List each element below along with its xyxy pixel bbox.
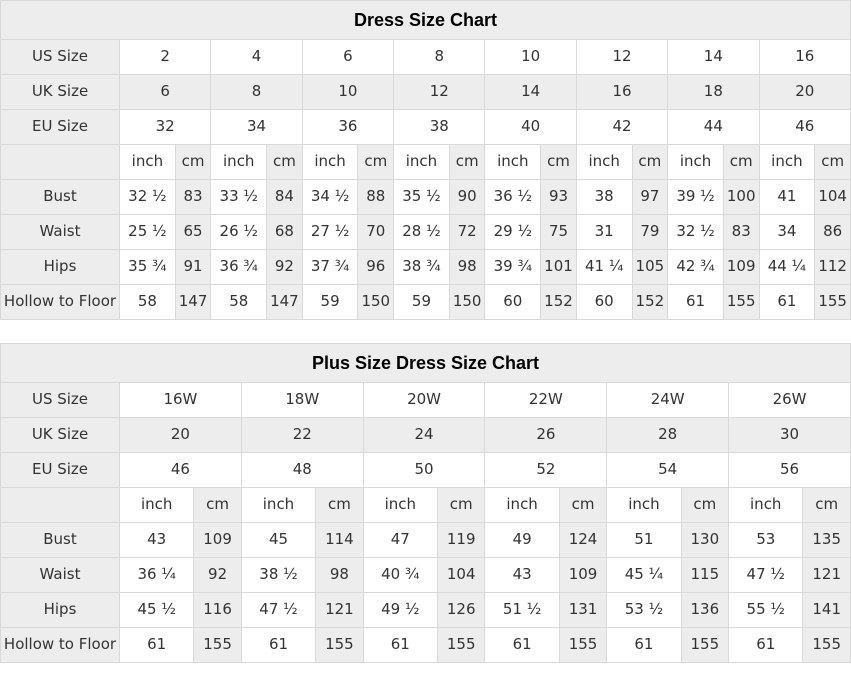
inch-value: 34: [759, 215, 815, 250]
size-value: 20W: [363, 383, 485, 418]
measurement-row: [1, 250, 851, 285]
unit-cm-header: cm: [194, 488, 242, 523]
cm-value: 98: [316, 558, 364, 593]
cm-value: 112: [815, 250, 851, 285]
cm-value: 115: [681, 558, 729, 593]
unit-cm-header: cm: [559, 488, 607, 523]
inch-value: 35 ½: [394, 180, 450, 215]
cm-value: 116: [194, 593, 242, 628]
size-value: 12: [576, 40, 667, 75]
unit-header-row: [1, 488, 851, 523]
unit-inch-header: inch: [576, 145, 632, 180]
size-value: 4: [211, 40, 302, 75]
size-value: 18: [668, 75, 759, 110]
cm-value: 150: [449, 285, 485, 320]
inch-value: 38: [576, 180, 632, 215]
row-label: Hollow to Floor: [1, 628, 120, 663]
size-value: 26: [485, 418, 607, 453]
size-value: 42: [576, 110, 667, 145]
unit-inch-header: inch: [668, 145, 724, 180]
empty-corner-cell: [1, 145, 120, 180]
cm-value: 72: [449, 215, 485, 250]
row-label: Waist: [1, 215, 120, 250]
cm-value: 109: [194, 523, 242, 558]
size-value: 24W: [607, 383, 729, 418]
size-value: 24: [363, 418, 485, 453]
unit-inch-header: inch: [607, 488, 681, 523]
cm-value: 124: [559, 523, 607, 558]
cm-value: 109: [559, 558, 607, 593]
cm-value: 88: [358, 180, 394, 215]
cm-value: 97: [632, 180, 668, 215]
row-label: US Size: [1, 383, 120, 418]
chart-title: Plus Size Dress Size Chart: [1, 344, 851, 383]
inch-value: 61: [363, 628, 437, 663]
inch-value: 49: [485, 523, 559, 558]
inch-value: 39 ¾: [485, 250, 541, 285]
unit-inch-header: inch: [363, 488, 437, 523]
cm-value: 147: [267, 285, 303, 320]
cm-value: 83: [723, 215, 759, 250]
unit-inch-header: inch: [120, 145, 176, 180]
inch-value: 32 ½: [120, 180, 176, 215]
size-value: 56: [729, 453, 851, 488]
cm-value: 109: [723, 250, 759, 285]
inch-value: 61: [668, 285, 724, 320]
size-value: 30: [729, 418, 851, 453]
size-value: 8: [211, 75, 302, 110]
size-value: 20: [759, 75, 850, 110]
size-value: 46: [759, 110, 850, 145]
size-value: 10: [485, 40, 576, 75]
size-value: 54: [607, 453, 729, 488]
size-value: 18W: [241, 383, 363, 418]
inch-value: 41 ¼: [576, 250, 632, 285]
row-label: EU Size: [1, 453, 120, 488]
cm-value: 91: [175, 250, 211, 285]
unit-inch-header: inch: [485, 488, 559, 523]
cm-value: 104: [437, 558, 485, 593]
cm-value: 83: [175, 180, 211, 215]
cm-value: 131: [559, 593, 607, 628]
unit-cm-header: cm: [449, 145, 485, 180]
cm-value: 152: [632, 285, 668, 320]
inch-value: 61: [607, 628, 681, 663]
size-value: 50: [363, 453, 485, 488]
inch-value: 38 ¾: [394, 250, 450, 285]
size-row: [1, 383, 851, 418]
inch-value: 34 ½: [302, 180, 358, 215]
row-label: Hips: [1, 593, 120, 628]
chart-title: Dress Size Chart: [1, 1, 851, 40]
inch-value: 58: [211, 285, 267, 320]
row-label: US Size: [1, 40, 120, 75]
row-label: UK Size: [1, 75, 120, 110]
cm-value: 155: [723, 285, 759, 320]
cm-value: 68: [267, 215, 303, 250]
cm-value: 121: [316, 593, 364, 628]
inch-value: 41: [759, 180, 815, 215]
row-label: Bust: [1, 180, 120, 215]
size-value: 34: [211, 110, 302, 145]
measurement-row: [1, 285, 851, 320]
cm-value: 152: [541, 285, 577, 320]
dress-size-chart-table: [0, 0, 851, 320]
unit-cm-header: cm: [175, 145, 211, 180]
cm-value: 150: [358, 285, 394, 320]
inch-value: 27 ½: [302, 215, 358, 250]
inch-value: 43: [485, 558, 559, 593]
inch-value: 45: [241, 523, 315, 558]
cm-value: 86: [815, 215, 851, 250]
inch-value: 61: [120, 628, 194, 663]
table-gap-spacer: [0, 320, 851, 343]
unit-cm-header: cm: [267, 145, 303, 180]
size-value: 52: [485, 453, 607, 488]
unit-cm-header: cm: [437, 488, 485, 523]
size-value: 22: [241, 418, 363, 453]
inch-value: 61: [241, 628, 315, 663]
unit-cm-header: cm: [803, 488, 851, 523]
cm-value: 65: [175, 215, 211, 250]
cm-value: 75: [541, 215, 577, 250]
size-value: 16: [759, 40, 850, 75]
inch-value: 61: [485, 628, 559, 663]
inch-value: 28 ½: [394, 215, 450, 250]
measurement-row: [1, 523, 851, 558]
inch-value: 43: [120, 523, 194, 558]
size-value: 2: [120, 40, 211, 75]
size-value: 38: [394, 110, 485, 145]
inch-value: 53 ½: [607, 593, 681, 628]
row-label: UK Size: [1, 418, 120, 453]
measurement-row: [1, 180, 851, 215]
inch-value: 36 ¼: [120, 558, 194, 593]
inch-value: 32 ½: [668, 215, 724, 250]
unit-inch-header: inch: [120, 488, 194, 523]
unit-inch-header: inch: [729, 488, 803, 523]
size-value: 12: [394, 75, 485, 110]
unit-cm-header: cm: [316, 488, 364, 523]
size-value: 16W: [120, 383, 242, 418]
size-value: 10: [302, 75, 393, 110]
measurement-row: [1, 593, 851, 628]
cm-value: 155: [803, 628, 851, 663]
cm-value: 155: [681, 628, 729, 663]
cm-value: 130: [681, 523, 729, 558]
plus-size-dress-size-chart-table: [0, 343, 851, 663]
measurement-row: [1, 215, 851, 250]
cm-value: 96: [358, 250, 394, 285]
cm-value: 104: [815, 180, 851, 215]
measurement-row: [1, 558, 851, 593]
cm-value: 119: [437, 523, 485, 558]
size-value: 20: [120, 418, 242, 453]
size-value: 6: [302, 40, 393, 75]
unit-inch-header: inch: [485, 145, 541, 180]
size-value: 44: [668, 110, 759, 145]
cm-value: 155: [437, 628, 485, 663]
size-value: 14: [668, 40, 759, 75]
inch-value: 61: [759, 285, 815, 320]
size-row: [1, 418, 851, 453]
cm-value: 114: [316, 523, 364, 558]
size-value: 22W: [485, 383, 607, 418]
cm-value: 155: [194, 628, 242, 663]
size-row: [1, 110, 851, 145]
size-value: 46: [120, 453, 242, 488]
inch-value: 51 ½: [485, 593, 559, 628]
size-value: 8: [394, 40, 485, 75]
inch-value: 42 ¾: [668, 250, 724, 285]
inch-value: 33 ½: [211, 180, 267, 215]
inch-value: 61: [729, 628, 803, 663]
size-value: 6: [120, 75, 211, 110]
cm-value: 92: [194, 558, 242, 593]
unit-cm-header: cm: [815, 145, 851, 180]
row-label: Bust: [1, 523, 120, 558]
row-label: EU Size: [1, 110, 120, 145]
cm-value: 79: [632, 215, 668, 250]
inch-value: 37 ¾: [302, 250, 358, 285]
inch-value: 36 ¾: [211, 250, 267, 285]
inch-value: 36 ½: [485, 180, 541, 215]
inch-value: 51: [607, 523, 681, 558]
inch-value: 44 ¼: [759, 250, 815, 285]
cm-value: 101: [541, 250, 577, 285]
inch-value: 40 ¾: [363, 558, 437, 593]
unit-inch-header: inch: [759, 145, 815, 180]
inch-value: 47: [363, 523, 437, 558]
size-value: 40: [485, 110, 576, 145]
unit-header-row: [1, 145, 851, 180]
unit-cm-header: cm: [541, 145, 577, 180]
cm-value: 136: [681, 593, 729, 628]
cm-value: 92: [267, 250, 303, 285]
cm-value: 105: [632, 250, 668, 285]
cm-value: 147: [175, 285, 211, 320]
inch-value: 59: [394, 285, 450, 320]
inch-value: 60: [576, 285, 632, 320]
row-label: Hips: [1, 250, 120, 285]
row-label: Waist: [1, 558, 120, 593]
cm-value: 155: [316, 628, 364, 663]
inch-value: 60: [485, 285, 541, 320]
cm-value: 90: [449, 180, 485, 215]
unit-cm-header: cm: [358, 145, 394, 180]
size-value: 26W: [729, 383, 851, 418]
unit-inch-header: inch: [394, 145, 450, 180]
unit-inch-header: inch: [241, 488, 315, 523]
row-label: Hollow to Floor: [1, 285, 120, 320]
inch-value: 26 ½: [211, 215, 267, 250]
size-value: 14: [485, 75, 576, 110]
cm-value: 93: [541, 180, 577, 215]
empty-corner-cell: [1, 488, 120, 523]
chart-title-row: [1, 1, 851, 40]
size-value: 28: [607, 418, 729, 453]
inch-value: 39 ½: [668, 180, 724, 215]
cm-value: 155: [559, 628, 607, 663]
inch-value: 59: [302, 285, 358, 320]
unit-cm-header: cm: [632, 145, 668, 180]
unit-inch-header: inch: [302, 145, 358, 180]
inch-value: 53: [729, 523, 803, 558]
cm-value: 70: [358, 215, 394, 250]
cm-value: 141: [803, 593, 851, 628]
unit-cm-header: cm: [723, 145, 759, 180]
size-row: [1, 40, 851, 75]
size-value: 36: [302, 110, 393, 145]
cm-value: 84: [267, 180, 303, 215]
size-row: [1, 453, 851, 488]
unit-inch-header: inch: [211, 145, 267, 180]
size-value: 48: [241, 453, 363, 488]
inch-value: 25 ½: [120, 215, 176, 250]
cm-value: 98: [449, 250, 485, 285]
inch-value: 38 ½: [241, 558, 315, 593]
inch-value: 45 ¼: [607, 558, 681, 593]
size-value: 32: [120, 110, 211, 145]
cm-value: 100: [723, 180, 759, 215]
inch-value: 35 ¾: [120, 250, 176, 285]
inch-value: 45 ½: [120, 593, 194, 628]
size-row: [1, 75, 851, 110]
unit-cm-header: cm: [681, 488, 729, 523]
cm-value: 121: [803, 558, 851, 593]
size-value: 16: [576, 75, 667, 110]
measurement-row: [1, 628, 851, 663]
cm-value: 126: [437, 593, 485, 628]
inch-value: 47 ½: [729, 558, 803, 593]
inch-value: 55 ½: [729, 593, 803, 628]
chart-title-row: [1, 344, 851, 383]
inch-value: 31: [576, 215, 632, 250]
inch-value: 58: [120, 285, 176, 320]
inch-value: 47 ½: [241, 593, 315, 628]
inch-value: 49 ½: [363, 593, 437, 628]
cm-value: 155: [815, 285, 851, 320]
cm-value: 135: [803, 523, 851, 558]
inch-value: 29 ½: [485, 215, 541, 250]
